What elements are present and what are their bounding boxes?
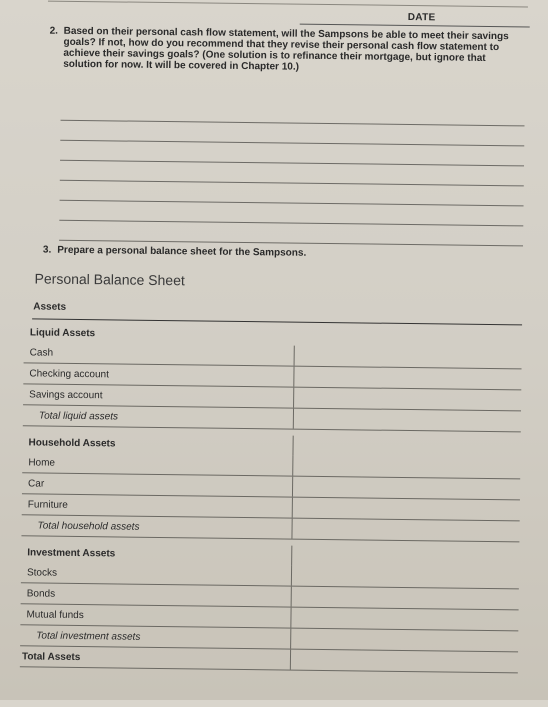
answer-line[interactable] [59, 221, 523, 247]
column-divider [291, 519, 292, 539]
row-label: Home [28, 457, 56, 469]
row-label: Cash [29, 347, 54, 359]
top-rule [48, 1, 528, 8]
column-divider [293, 388, 294, 408]
column-divider [290, 608, 291, 628]
row-label: Total liquid assets [38, 410, 119, 423]
row-label: Furniture [27, 499, 68, 511]
row-label: Mutual funds [26, 609, 84, 622]
date-field-line[interactable] [300, 24, 530, 28]
column-divider [292, 498, 293, 518]
row-label: Savings account [29, 389, 103, 402]
question-2-text: Based on their personal cash flow statement, will the Sampsons be able to meet their savings goals? If not, how do you recommend that they revise their personal cash flow statement to achieve their savings goals? (One solution is to refinance their mortgage, but ignore that solution for now. It will be covered in Chapter 10.) [63, 25, 509, 73]
column-divider [290, 650, 291, 670]
column-divider [293, 367, 294, 387]
row-label: Total household assets [37, 520, 140, 533]
question-3 [43, 245, 306, 259]
row-label: Stocks [26, 567, 58, 579]
column-divider [292, 477, 293, 497]
row-label: Car [28, 478, 45, 490]
row-label: Total Assets [21, 651, 81, 664]
row-label: Bonds [26, 588, 56, 600]
section-label: Liquid Assets [29, 327, 96, 340]
column-divider [294, 346, 295, 366]
balance-sheet-title: Personal Balance Sheet [34, 270, 185, 289]
question-3-text: Prepare a personal balance sheet for the Sampsons. [57, 244, 307, 259]
row-label: Checking account [29, 368, 109, 381]
assets-heading: Assets [33, 301, 67, 313]
section-label: Household Assets [28, 437, 116, 450]
column-divider [291, 546, 292, 566]
column-divider [292, 456, 293, 476]
column-divider [291, 587, 292, 607]
question-3-number: 3. [42, 244, 52, 256]
date-label: DATE [407, 11, 436, 24]
question-2-number: 2. [49, 25, 59, 37]
question-2 [49, 26, 520, 76]
column-divider [292, 436, 293, 456]
column-divider [291, 566, 292, 586]
section-label: Investment Assets [27, 547, 116, 560]
answer-lines[interactable] [59, 101, 525, 247]
column-divider [293, 409, 294, 429]
row-label: Total investment assets [36, 630, 141, 643]
balance-sheet-table [20, 322, 522, 673]
column-divider [290, 629, 291, 649]
